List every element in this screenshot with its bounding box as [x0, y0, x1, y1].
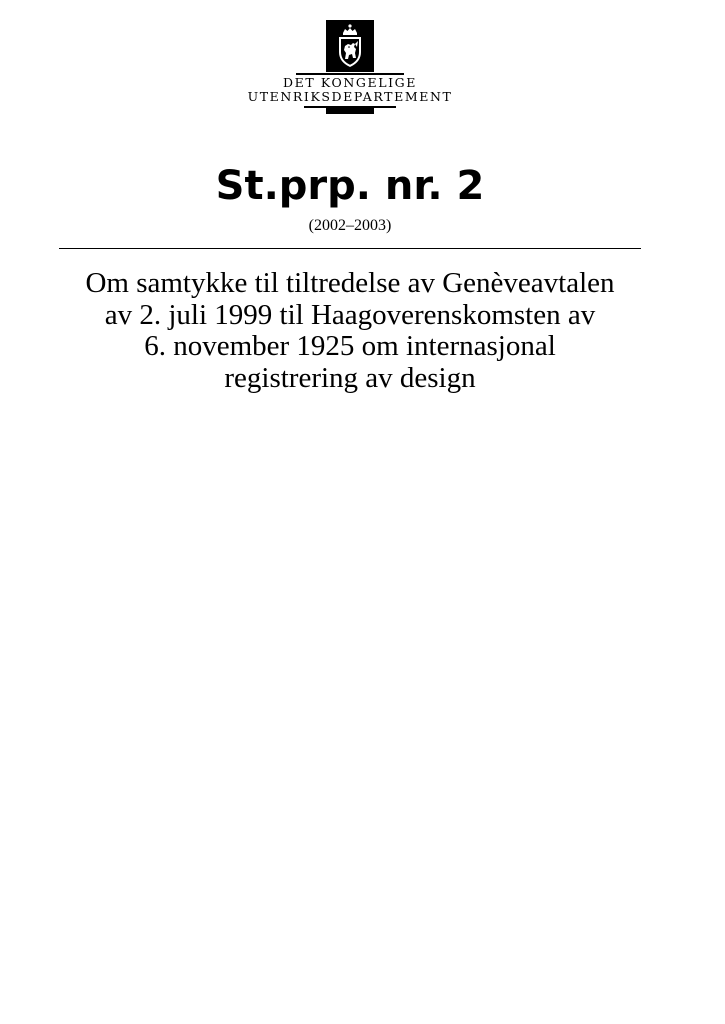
ministry-name-line-2: UTENRIKSDEPARTEMENT [247, 89, 453, 104]
ministry-name-line-1: DET KONGELIGE [283, 75, 417, 90]
document-title [40, 268, 660, 394]
title-line-4: registrering av design [224, 361, 476, 394]
norwegian-coat-of-arms-icon [326, 20, 374, 72]
header-bottom-bar [326, 106, 374, 114]
session-years: (2002–2003) [308, 217, 392, 234]
title-line-2: av 2. juli 1999 til Haagoverenskomsten av [104, 298, 596, 331]
title-divider [59, 248, 641, 249]
document-number: St.prp. nr. 2 [215, 163, 485, 209]
title-line-1: Om samtykke til tiltredelse av Genèveavtalen [85, 267, 615, 299]
title-line-3: 6. november 1925 om internasjonal [144, 330, 556, 362]
